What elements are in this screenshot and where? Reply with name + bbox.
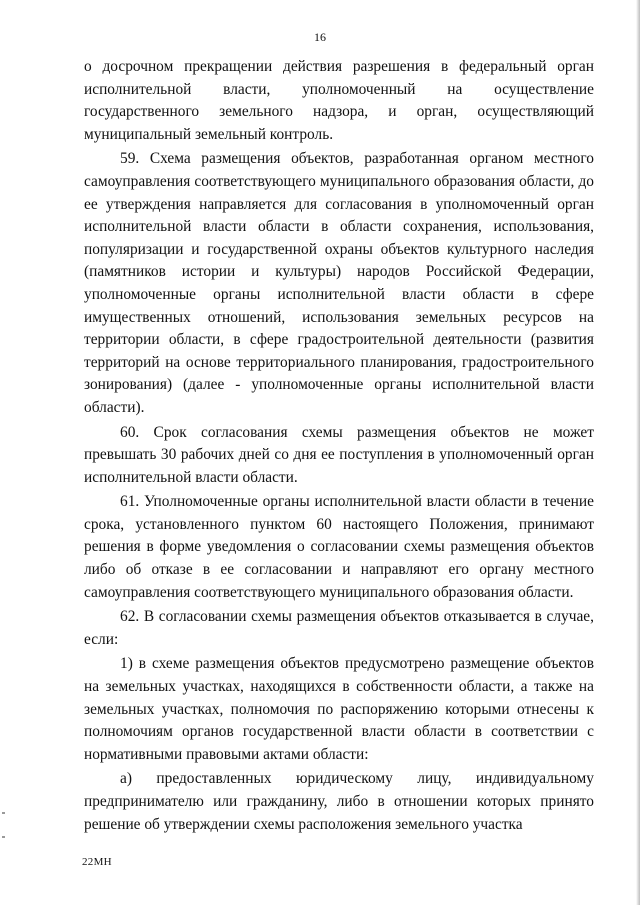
footer-code: 22МН (82, 856, 112, 868)
subitem-a: а) предоставленных юридическому лицу, индивидуальному предпринимателю или гражданину, либо в отношении которых принято решение об утверждении схемы расположения земельного участка (84, 770, 594, 833)
paragraph-62: 62. В согласовании схемы размещения объектов отказывается в случае, если: (84, 608, 594, 648)
scan-artifact (2, 812, 5, 814)
paragraph-continuation: о досрочном прекращении действия разрешения в федеральный орган исполнительной власти, уполномоченный на осуществление государственного земельного надзора, и орган, осуществляющий муниципальный земельный контроль. (84, 58, 594, 143)
document-body (84, 56, 594, 838)
page-number: 16 (314, 30, 326, 44)
paragraph-61: 61. Уполномоченные органы исполнительной власти области в течение срока, установленного пунктом 60 настоящего Положения, принимают решения в форме уведомления о согласовании схемы размещения объектов либо об отказе в ее согласовании и направляют его органу местного самоуправления соответствующего муниципального образования области. (84, 493, 594, 601)
subitem-1: 1) в схеме размещения объектов предусмотрено размещение объектов на земельных участках, находящихся в собственности области, а также на земельных участках, полномочия по распоряжению которыми отнесены к полномочиям органов государственной власти области в соответствии с нормативными правовыми актами области: (84, 655, 594, 763)
paragraph-59: 59. Схема размещения объектов, разработанная органом местного самоуправления соответствующего муниципального образования области, до ее утверждения направляется для согласования в уполномоченный орган исполнительной власти области в области сохранения, использования, популяризации и государственной охраны объектов культурного наследия (памятников истории и культуры) народов Российской Федерации, уполномоченные органы исполнительной власти области в сфере имущественных отношений, использования земельных ресурсов на территории области, в сфере градостроительной деятельности (развития территорий на основе территориального планирования, градостроительного зонирования) (далее - уполномоченные органы исполнительной власти области). (84, 150, 594, 416)
scan-artifact (2, 836, 5, 838)
scan-edge-shadow (636, 0, 640, 905)
paragraph-60: 60. Срок согласования схемы размещения объектов не может превышать 30 рабочих дней со дня ее поступления в уполномоченный орган исполнительной власти области. (84, 423, 594, 486)
